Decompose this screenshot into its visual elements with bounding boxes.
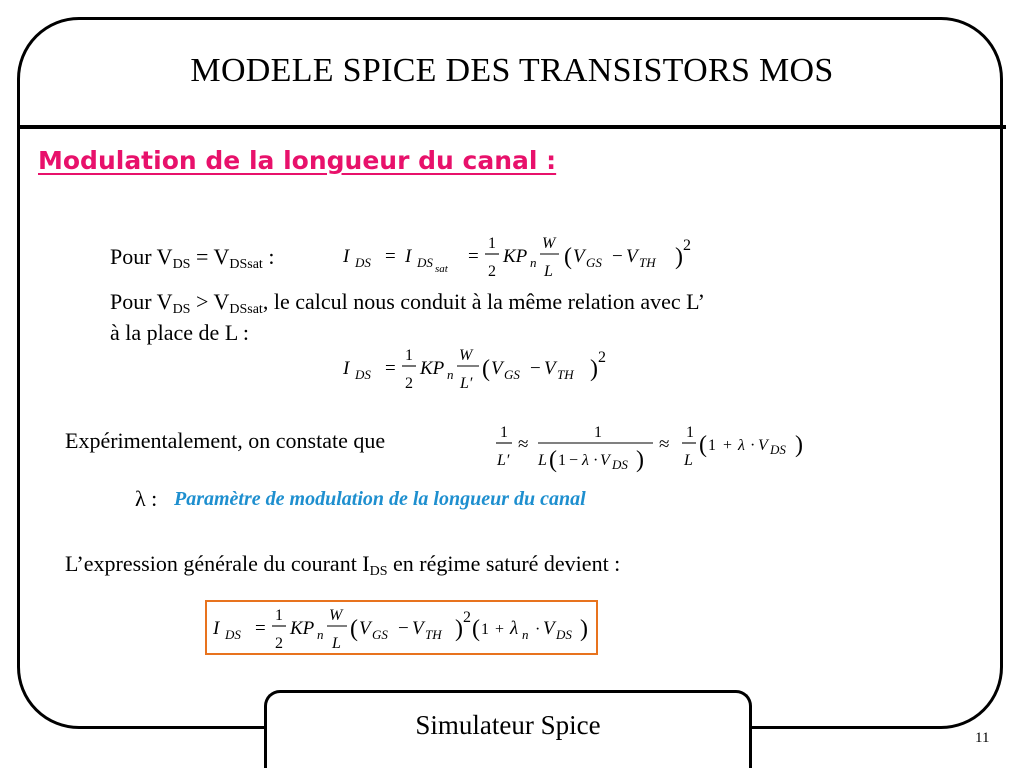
svg-text:): ) xyxy=(590,356,598,382)
svg-text:DS: DS xyxy=(225,627,241,642)
svg-text:V: V xyxy=(758,437,768,454)
svg-text:): ) xyxy=(636,447,644,473)
svg-text:KP: KP xyxy=(290,618,315,639)
svg-text:−: − xyxy=(612,246,623,267)
experimental-intro-text: Expérimentalement, on constate que xyxy=(65,428,386,453)
svg-text:V: V xyxy=(359,618,371,639)
svg-text:GS: GS xyxy=(586,255,602,270)
svg-text:): ) xyxy=(675,244,683,270)
svg-text:1: 1 xyxy=(686,424,694,441)
svg-text:≈: ≈ xyxy=(659,434,670,455)
svg-text:): ) xyxy=(580,616,588,642)
svg-text:W: W xyxy=(542,235,556,252)
svg-text:(: ( xyxy=(350,616,358,642)
svg-text:1: 1 xyxy=(500,424,508,441)
svg-text:TH: TH xyxy=(425,627,442,642)
svg-text:λ: λ xyxy=(582,452,589,469)
non-saturation-condition-text: Pour $V_{DS} > V_{DSsat}$, le calcul nous conduit à la même relation avec L’ xyxy=(110,289,705,317)
svg-text:I: I xyxy=(213,618,220,639)
svg-text:V: V xyxy=(543,618,555,639)
svg-text:λ: λ xyxy=(510,618,519,639)
svg-text:=: = xyxy=(468,246,479,267)
svg-text:sat: sat xyxy=(435,263,448,275)
page-number: 11 xyxy=(975,730,990,746)
svg-text:1: 1 xyxy=(405,347,413,364)
svg-text:(: ( xyxy=(699,432,707,458)
svg-text:W: W xyxy=(459,347,473,364)
svg-text:(: ( xyxy=(564,244,572,270)
svg-text:1: 1 xyxy=(558,452,566,469)
svg-text:2: 2 xyxy=(275,635,283,652)
section-heading: Modulation de la longueur du canal : xyxy=(38,146,557,175)
svg-text:2: 2 xyxy=(598,349,606,366)
svg-text:=: = xyxy=(385,358,396,379)
svg-text:·: · xyxy=(535,621,541,638)
svg-text:+: + xyxy=(495,621,505,638)
replacement-note-text: à la place de L : xyxy=(110,320,250,345)
svg-text:n: n xyxy=(522,627,529,642)
equation-length-approximation xyxy=(488,415,818,475)
svg-text:TH: TH xyxy=(557,367,574,382)
svg-text:2: 2 xyxy=(405,375,413,392)
svg-text:DS: DS xyxy=(556,627,572,642)
svg-text:V: V xyxy=(626,246,638,267)
svg-text:GS: GS xyxy=(372,627,388,642)
svg-text:L′: L′ xyxy=(497,452,510,469)
equation-modified-length-current xyxy=(335,340,635,400)
svg-text:DS: DS xyxy=(355,255,371,270)
general-expression-text: L’expression générale du courant $I_{DS}$ en régime saturé devient : xyxy=(65,551,621,579)
lambda-definition: λ : xyxy=(135,486,158,511)
svg-text:GS: GS xyxy=(504,367,520,382)
svg-text:KP: KP xyxy=(503,246,528,267)
svg-text:+: + xyxy=(723,437,733,454)
svg-text:(: ( xyxy=(549,447,557,473)
svg-text:(: ( xyxy=(472,616,480,642)
svg-text:1: 1 xyxy=(481,621,489,638)
svg-text:n: n xyxy=(317,627,324,642)
svg-text:2: 2 xyxy=(463,609,471,626)
svg-text:1: 1 xyxy=(708,437,716,454)
svg-text:TH: TH xyxy=(639,255,656,270)
svg-text:KP: KP xyxy=(420,358,445,379)
svg-text:(: ( xyxy=(482,356,490,382)
svg-text:−: − xyxy=(530,358,541,379)
svg-text:DS: DS xyxy=(770,442,786,457)
svg-text:I: I xyxy=(405,246,412,267)
svg-text:L: L xyxy=(538,452,547,469)
svg-text:1: 1 xyxy=(488,235,496,252)
svg-text:V: V xyxy=(544,358,556,379)
equation-saturation-current xyxy=(335,228,715,288)
svg-text:W: W xyxy=(329,607,343,624)
equation-general-saturated-current xyxy=(205,600,598,655)
svg-text:V: V xyxy=(573,246,585,267)
svg-text:I: I xyxy=(343,246,350,267)
lambda-description: Paramètre de modulation de la longueur du canal xyxy=(174,488,586,510)
svg-text:=: = xyxy=(255,618,266,639)
svg-text:V: V xyxy=(600,452,610,469)
svg-text:V: V xyxy=(412,618,424,639)
svg-text:n: n xyxy=(530,255,537,270)
svg-text:): ) xyxy=(455,616,463,642)
svg-text:−: − xyxy=(398,618,409,639)
svg-text:L: L xyxy=(332,635,341,652)
svg-text:n: n xyxy=(447,367,454,382)
svg-text:I: I xyxy=(343,358,350,379)
svg-text:DS: DS xyxy=(355,367,371,382)
svg-text:L: L xyxy=(684,452,693,469)
svg-text:V: V xyxy=(491,358,503,379)
svg-text:·: · xyxy=(593,452,599,469)
slide-title: MODELE SPICE DES TRANSISTORS MOS xyxy=(190,52,834,89)
svg-text:DS: DS xyxy=(417,255,433,270)
svg-text:1: 1 xyxy=(275,607,283,624)
svg-text:≈: ≈ xyxy=(518,434,529,455)
svg-text:2: 2 xyxy=(683,237,691,254)
svg-text:−: − xyxy=(569,452,579,469)
svg-text:λ: λ xyxy=(738,437,745,454)
svg-text:L: L xyxy=(544,263,553,280)
svg-text:1: 1 xyxy=(594,424,602,441)
svg-text:2: 2 xyxy=(488,263,496,280)
svg-text:DS: DS xyxy=(612,457,628,472)
svg-text:·: · xyxy=(750,437,756,454)
svg-text:): ) xyxy=(795,432,803,458)
svg-text:L′: L′ xyxy=(460,375,473,392)
title-divider xyxy=(17,125,1006,129)
svg-text:=: = xyxy=(385,246,396,267)
footer-label: Simulateur Spice xyxy=(415,710,601,740)
saturation-condition-text: Pour $V_{DS} = V_{DSsat}$ : xyxy=(110,244,275,272)
